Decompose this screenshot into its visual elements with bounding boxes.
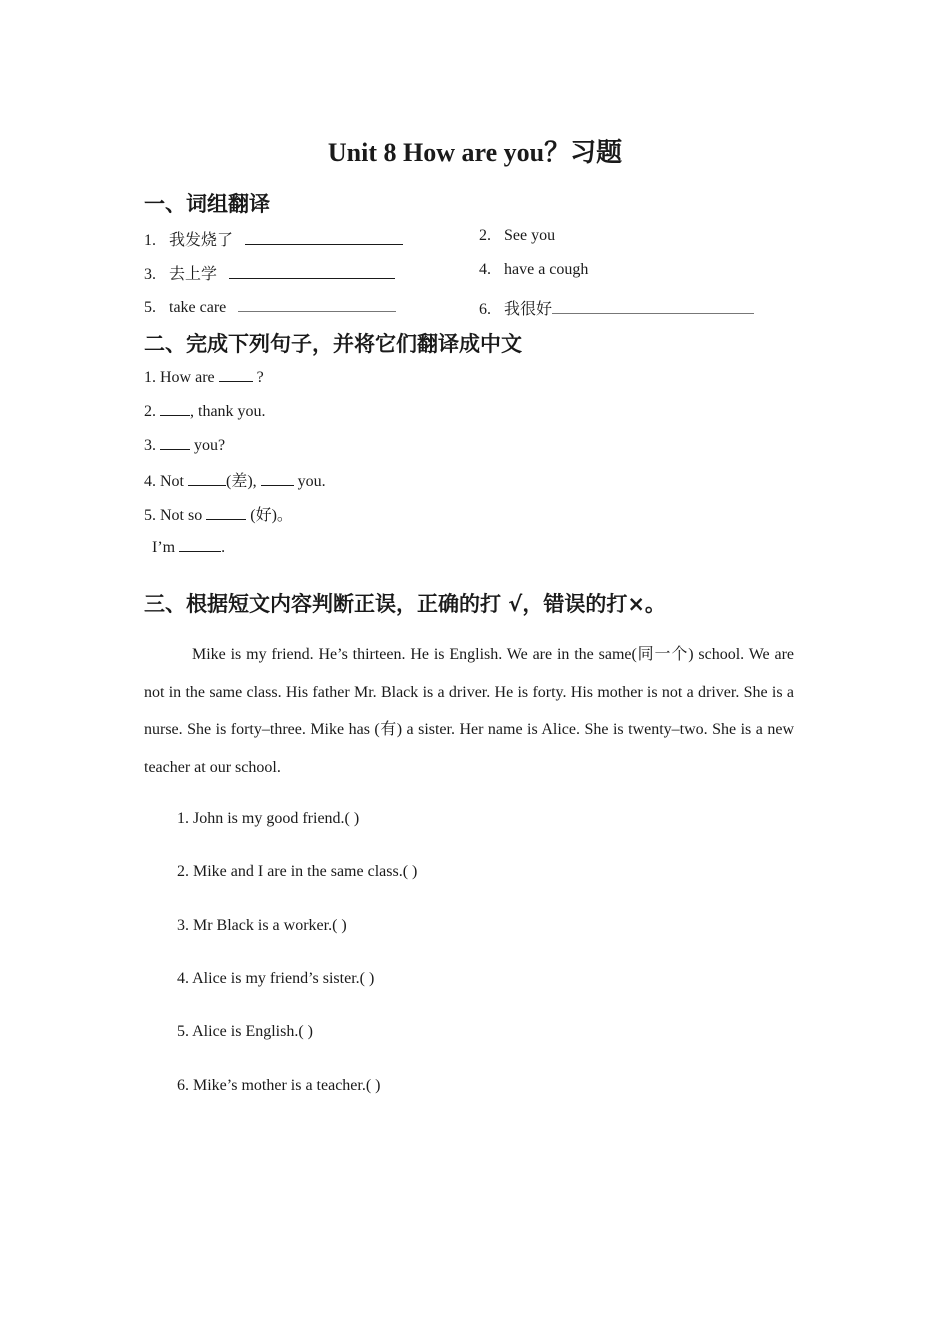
- sentence-text: I’m: [152, 539, 176, 556]
- sentence-text: you?: [190, 437, 226, 454]
- answer-blank[interactable]: [229, 263, 395, 279]
- sentence-text: 3.: [144, 437, 156, 454]
- answer-blank[interactable]: [160, 434, 190, 450]
- answer-blank[interactable]: [245, 229, 403, 245]
- answer-blank[interactable]: [206, 504, 246, 520]
- item-text: take care: [169, 299, 227, 316]
- sentence-item: [144, 366, 264, 387]
- answer-blank[interactable]: [238, 296, 396, 312]
- tf-question[interactable]: 5. Alice is English.( ): [177, 1023, 313, 1040]
- tf-question[interactable]: 2. Mike and I are in the same class.( ): [177, 863, 418, 880]
- item-number: 1.: [144, 232, 156, 249]
- vocab-item: [144, 296, 396, 317]
- page-title: Unit 8 How are you？习题: [327, 138, 623, 167]
- answer-blank[interactable]: [552, 298, 754, 314]
- item-text: have a cough: [504, 261, 589, 278]
- item-number: 6.: [479, 301, 491, 318]
- sentence-text: (好)。: [246, 507, 293, 524]
- sentence-text: 4. Not: [144, 473, 184, 490]
- tf-question[interactable]: 6. Mike’s mother is a teacher.( ): [177, 1077, 381, 1094]
- item-number: 5.: [144, 299, 156, 316]
- vocab-item: [144, 227, 403, 250]
- vocab-item: [479, 227, 555, 245]
- sentence-item: [144, 502, 293, 525]
- sentence-text: 2.: [144, 403, 156, 420]
- tf-question[interactable]: 4. Alice is my friend’s sister.( ): [177, 970, 375, 987]
- answer-blank[interactable]: [179, 536, 221, 552]
- answer-blank[interactable]: [188, 470, 226, 486]
- item-number: 3.: [144, 266, 156, 283]
- sentence-item: [152, 536, 225, 557]
- item-text: 去上学: [169, 266, 218, 283]
- item-text: See you: [504, 227, 556, 244]
- answer-blank[interactable]: [219, 366, 253, 382]
- section-heading-sentences: 二、完成下列句子，并将它们翻译成中文: [144, 332, 522, 356]
- reading-passage: Mike is my friend. He’s thirteen. He is English. We are in the same(同一个) school. We are not in the same class. His father Mr. Black is a driver. He is forty. His mother is not a driver. She is a nurse. She is forty–three. Mike has (有) a sister. Her name is Alice. She is twenty–two. She is a new teacher at our school.: [144, 646, 794, 776]
- answer-blank[interactable]: [261, 470, 294, 486]
- sentence-item: [144, 400, 266, 421]
- answer-blank[interactable]: [160, 400, 190, 416]
- sentence-text: , thank you.: [190, 403, 266, 420]
- sentence-text: 5. Not so: [144, 507, 203, 524]
- vocab-item: [144, 261, 395, 284]
- vocab-item: [479, 261, 588, 279]
- tf-question[interactable]: 1. John is my good friend.( ): [177, 810, 360, 827]
- tf-question[interactable]: 3. Mr Black is a worker.( ): [177, 917, 347, 934]
- section-heading-true-false: 三、根据短文内容判断正误，正确的打 √，错误的打×。: [144, 592, 666, 616]
- item-number: 2.: [479, 227, 491, 244]
- item-text: 我很好: [504, 301, 553, 318]
- sentence-text: (差),: [226, 473, 257, 490]
- section-heading-vocab: 一、词组翻译: [144, 192, 270, 216]
- sentence-text: you.: [293, 473, 326, 490]
- sentence-text: ?: [252, 369, 264, 386]
- item-text: 我发烧了: [169, 232, 234, 249]
- sentence-text: .: [221, 539, 226, 556]
- sentence-item: [144, 468, 326, 491]
- vocab-item: [479, 296, 754, 319]
- sentence-item: [144, 434, 225, 455]
- item-number: 4.: [479, 261, 491, 278]
- sentence-text: 1. How are: [144, 369, 215, 386]
